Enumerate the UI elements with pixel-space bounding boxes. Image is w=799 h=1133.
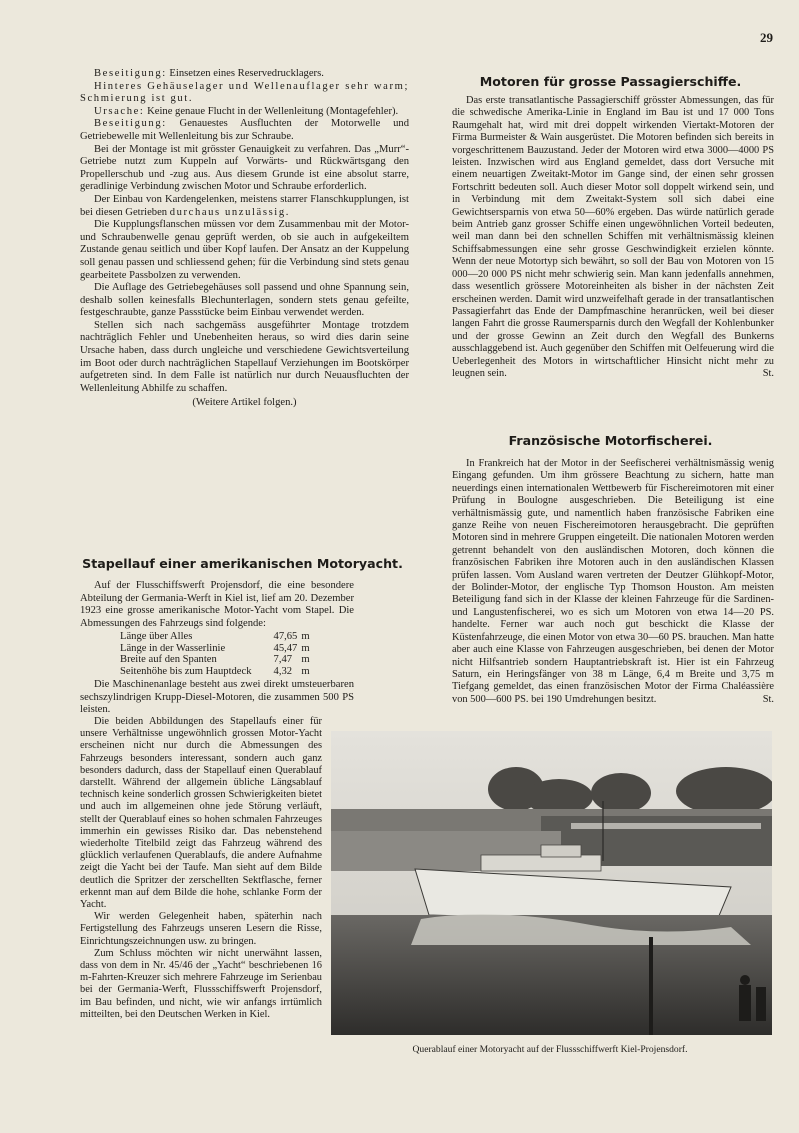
paragraph-beseitigung-1 [80,68,409,81]
dimension-unit: m [301,642,310,654]
text-fischerei: In Frankreich hat der Motor in der Seefischerei verhältnismässig wenig Eingang gefunden. Um ihm grössere Beachtung zu sichern, hatte man neuerdings einen internationalen Wettbewerb für Fischereimotoren mit einer Prüfung in Boulogne ausgeschrieben. Die Beteiligung ist eine verhältnismässig gute, und namentlich haben französische Fabriken eine ganze Reihe von neuen Fischereimotoren herausgebracht. Die geprüften Motoren sind in mehrere Gruppen eingeteilt. Die nationalen Motoren werden getrennt behandelt von den ausländischen Motoren, doch können die französischen Fabriken ihre Motoren auch in den ausländischen Klassen prüfen lassen. Vom Ausland waren vertreten der Deutzer Glühkopf-Motor, der Bolinder-Motor, der englische Typ Thomson Houston. Am meisten Beteiligung fand sich in der Klasse der kleinen Fahrzeuge für die Sardinen- und Langustenfischerei, wo es sich um Motoren von etwa 14—20 PS. handelte. Ferner war auch noch gut beschickt die Klasse der Küstenfahrzeuge, die einen Motor von etwa 30—60 PS. brauchen. Man hatte aber auch eine Klasse von Fahrzeugen ausgeschrieben, bei denen der Motor nicht Hilfsantrieb sondern Hauptantriebskraft ist. Hier ist ein Fahrzeug Saturn, ein Heringsfänger von 38 m Länge, 6,4 m Breite und 3,75 m Tiefgang gemeldet, das einen französischen Motor der Firma Chaléassière von 500—600 PS. bei 190 Umdrehungen besitzt. [452,458,774,705]
yacht-launch-photo [331,731,772,1035]
text-unzulaessig: durchaus unzulässig. [169,206,290,218]
dimension-row [120,666,314,677]
stapellauf-body [80,716,322,1021]
paragraph-maschinenanlage: Die Maschinenanlage besteht aus zwei direkt umsteuerbaren sechszylindrigen Krupp-Diesel-Motoren, die zusammen 500 PS leisten. [80,679,354,716]
fischerei-article [452,458,774,706]
photo-caption: Querablauf einer Motoryacht auf der Flussschiffwerft Kiel-Projensdorf. [412,1044,688,1055]
dimension-value: 4,32 [273,665,293,677]
page-number: 29 [760,30,773,45]
paragraph-gelegenheit: Wir werden Gelegenheit haben, späterhin nach Fertigstellung des Fahrzeugs unseren Lesern die Risse, Einrichtungszeichnungen usw. zu bringen. [80,911,322,947]
text-kardengelenke: Der Einbau von Kardengelenken, meistens starrer Flanschkupplungen, ist bei diesen Getrieben [80,193,409,218]
dimension-label: Seitenhöhe bis zum Hauptdeck [120,665,252,677]
heading-motoren: Motoren für grosse Passagierschiffe. [479,74,742,89]
paragraph-abbildungen: Die beiden Abbildungen des Stapellaufs einer für unsere Verhältnisse ungewöhnlich grossen Motor-Yacht erscheinen nicht nur durch die Abmessungen des Fahrzeugs besonders interessant, sondern auch ganz besonders dadurch, dass der Stapellauf einen Querablauf darstellt. Während der allgemein übliche Längsablauf technisch keine sonderlich grossen Schwierigkeiten bietet und auch im allgemeinen ohne jede Störung verläuft, stellt der Querablauf eines so hohen schmalen Fahrzeuges immerhin ein gewisses Risiko dar. Das nebenstehend wiederholte Titelbild zeigt das Fahrzeug während des glücklich verlaufenen Querablaufs, die andere Aufnahme zeigt die Yacht bei der Taufe. Man sieht auf dem Bilde deutlich die Spritzer der zerschellten Sektflasche, ferner erkennt man auf dem Bilde die hohe, schlanke Form der Yacht. [80,716,322,911]
label-beseitigung-2: Beseitigung: [94,118,167,130]
paragraph-nachtraeglich: Stellen sich nach sachgemäss ausgeführter Montage trotzdem nachträglich Fehler und Unebenheiten heraus, so wird dies darin seine Ursache haben, dass durch ungleiche und verschiedene Gewichtsverteilung im Boot oder durch nachträglichen Stapellauf Verziehungen im Bootskörper aufgetreten sind. In dem Falle ist natürlich nur durch Neuausfluchten der Wellenleitung Abhilfe zu schaffen. [80,319,409,394]
dimension-label: Länge über Alles [120,631,193,643]
dimension-label: Breite auf den Spanten [120,654,217,666]
text-beseitigung-2: Genauestes Ausfluchten der Motorwelle und Getriebewelle mit Wellenleitung bis zur Schraube. [80,118,409,142]
dimension-unit: m [301,654,310,666]
motoren-article [452,95,774,380]
label-ursache: Ursache: [94,105,145,117]
dimensions-table [120,631,314,677]
dimension-label: Länge in der Wasserlinie [120,642,226,654]
paragraph-gehaeuselager: Hinteres Gehäuselager und Wellenauflager sehr warm; Schmierung ist gut. [80,80,409,105]
dimension-row [120,643,314,654]
paragraph-montage: Bei der Montage ist mit grösster Genauigkeit zu verfahren. Das „Murr“-Getriebe nutzt zum Kuppeln auf Vorwärts- und Rückwärtsgang den Propellerschub und -zug aus. Aus diesem Grunde ist eine absolut starre, geradlinige Verbindung zwischen Motor und Schraube erforderlich. [80,143,409,193]
text-beseitigung-1: Einsetzen eines Reservedrucklagers. [166,68,324,79]
dimension-value: 7,47 [273,654,293,666]
dimension-row [120,654,314,665]
paragraph-ursache [80,106,409,119]
paragraph-kardengelenke [80,194,409,219]
dimension-value: 47,65 [273,631,298,643]
paragraph-beseitigung-2 [80,118,409,143]
paragraph-stapellauf-intro: Auf der Flusschiffswerft Projensdorf, die eine besondere Abteilung der Germania-Werft in Kiel ist, lief am 20. Dezember 1923 eine grosse amerikanische Motor-Yacht vom Stapel. Die Abmessungen des Fahrzeugs sind folgende: [80,580,354,629]
paragraph-schluss: Zum Schluss möchten wir nicht unerwähnt lassen, dass von dem in Nr. 45/46 der „Yacht“ beschriebenen 16 m-Fahrten-Kreuzer sich mehrere Fahrzeuge im Serienbau bei der Germania-Werft, Flussschiffswerft Projensdorf, im Bau befinden, und nicht, wie wir anfangs irrtümlich mitteilten, bei den Deutschen Werken in Kiel. [80,947,322,1020]
dimension-row [120,631,314,642]
heading-stapellauf: Stapellauf einer amerikanischen Motoryacht. [82,556,403,571]
dimension-unit: m [301,631,310,643]
text-motoren: Das erste transatlantische Passagierschiff grösster Abmessungen, das für die schwedische Amerika-Linie in England im Bau ist und 17 000 Tons Raumgehalt hat, wird mit drei doppelt wirkenden Viertakt-Motoren der Firma Burmeister & Wain ausgerüstet. Die Motoren befinden sich bereits in vorgeschrittenem Bauzustand. Jeder der Motoren wird etwa 3000—4000 PS leisten. Inzwischen wird aus England gemeldet, dass dort Versuche mit einem neuartigen Zweitakt-Motor im Gange sind, der einen sehr grossen Fortschritt bedeuten soll. Auch dieser Motor soll doppelt wirkend sein, und in Verbindung mit dem Zweitakt-System soll sich dabei eine Gewichtsersparnis von etwa 50—60% ergeben. Das würde natürlich gerade beim Antrieb ganz grosser Schiffe einen ungewöhnlichen Vorteil bedeuten, weil man dann bei den schnellen Schiffen mit verhältnismässig kleinen Schiffsabmessungen eine sehr grosse Geschwindigkeit erzielen könnte. Wenn der neue Motortyp sich bewährt, so soll der Bau von Motoren von 15 000—20 000 PS nicht mehr schwierig sein. Man kann jedenfalls annehmen, dass wesentlich grössere Motoreinheiten als bisher in der nächsten Zeit erscheinen werden. Damit wird unzweifelhaft gerade in der transatlantischen Passagierfahrt das Ende der Dampfmaschine heranrücken, weil bei dieser langen Fahrt die grosse Raumersparnis durch den Wegfall der Kohlenbunker und der grosse Gewinn an Zeit durch den Wegfall des Bunkerns ausschlaggebend ist. Auch gegenüber den Schiffen mit Oelfeuerung wird die Ueberlegenheit des Motors in wirtschaftlicher Hinsicht nicht mehr zu leugnen sein. [452,95,774,379]
paragraph-motoren [452,95,774,380]
paragraph-getriebegehaeuse: Die Auflage des Getriebegehäuses soll passend und ohne Spannung sein, deshalb sollen keinesfalls Blechunterlagen, sondern stets genau gefeilte, festgeschraubte, ganze Passstücke beim Einbau verwendet werden. [80,282,409,319]
left-column [80,68,409,410]
paragraph-kupplungsflanschen: Die Kupplungsflanschen müssen vor dem Zusammenbau mit der Motor- und Schraubenwelle genau geprüft werden, ob sie auch in aufgekeiltem Zustande genau seitlich und über Kopf laufen. Der Ansatz an der Kuppelung soll genau passen und schliessend gehen; für die Verbindung sind stets genau gearbeitete Passbolzen zu verwenden. [80,219,409,281]
yacht-launch-illustration [331,731,772,1035]
dimension-unit: m [301,665,310,677]
signature-motoren: St. [762,367,774,379]
heading-fischerei: Französische Motorfischerei. [508,433,713,448]
dimension-value: 45,47 [273,642,298,654]
continued-note: (Weitere Artikel folgen.) [192,397,297,409]
signature-fischerei: St. [762,693,774,705]
paragraph-fischerei [452,458,774,706]
stapellauf-intro [80,580,354,717]
label-beseitigung: Beseitigung: [94,68,167,79]
text-ursache: Keine genaue Flucht in der Wellenleitung (Montagefehler). [144,105,399,117]
